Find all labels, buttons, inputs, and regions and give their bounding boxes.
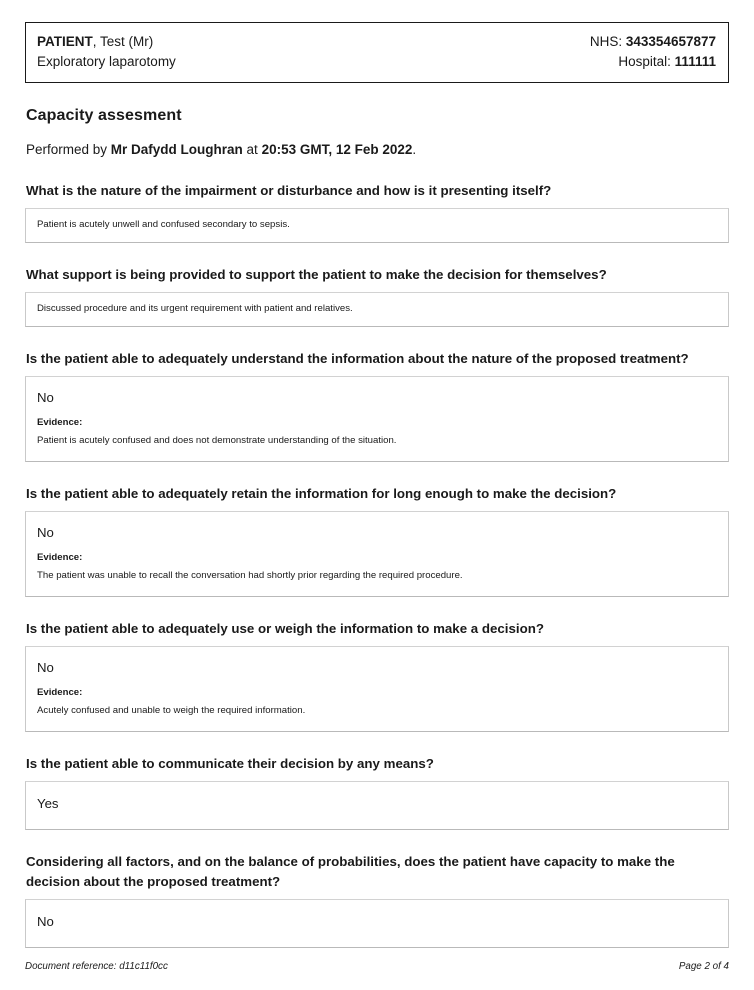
question-block (25, 754, 729, 830)
answer-value: No (37, 525, 54, 540)
performed-by-clinician: Mr Dafydd Loughran (110, 142, 243, 157)
hospital-number-value: 111111 (674, 54, 716, 69)
answer-field[interactable] (25, 376, 729, 462)
patient-name-rest: , Test (Mr) (92, 34, 154, 49)
patient-name-label: PATIENT (37, 34, 93, 49)
evidence-value: Patient is acutely confused and does not demonstrate understanding of the situation. (37, 435, 397, 446)
hospital-number-line (590, 52, 716, 72)
answer-field[interactable] (25, 899, 729, 948)
patient-procedure: Exploratory laparotomy (37, 54, 176, 69)
answer-value: No (37, 914, 54, 929)
performed-suffix: . (412, 142, 417, 157)
answer-value: Discussed procedure and its urgent requirement with patient and relatives. (37, 303, 353, 314)
nhs-number-line (590, 32, 716, 52)
question-block (25, 484, 729, 597)
patient-identifiers (590, 32, 716, 72)
evidence-label: Evidence: (37, 417, 83, 428)
page-title: Capacity assesment (26, 107, 182, 124)
evidence-label: Evidence: (37, 552, 83, 563)
answer-value: Yes (37, 796, 59, 811)
question-label: Is the patient able to adequately retain the information for long enough to make the decision? (26, 486, 617, 501)
performed-mid: at (242, 142, 262, 157)
question-label: Is the patient able to adequately understand the information about the nature of the proposed treatment? (26, 351, 689, 366)
question-label: What is the nature of the impairment or disturbance and how is it presenting itself? (26, 183, 552, 198)
performed-timestamp: 20:53 GMT, 12 Feb 2022 (261, 142, 413, 157)
question-label: Is the patient able to communicate their decision by any means? (26, 756, 434, 771)
answer-value: No (37, 390, 54, 405)
question-label: Considering all factors, and on the balance of probabilities, does the patient have capacity to make the decision about the proposed treatment? (26, 854, 675, 889)
answer-field[interactable] (25, 292, 729, 327)
question-block (25, 349, 729, 462)
answer-field[interactable] (25, 511, 729, 597)
answer-value: Patient is acutely unwell and confused secondary to sepsis. (37, 219, 290, 230)
nhs-label: NHS: (589, 34, 626, 49)
nhs-number-value: 343354657877 (625, 34, 716, 49)
question-block (25, 619, 729, 732)
patient-identity (37, 32, 176, 72)
question-block (25, 181, 729, 243)
document-reference: Document reference: d11c11f0cc (25, 961, 168, 972)
page-footer (25, 961, 729, 972)
patient-name-line (37, 32, 176, 52)
question-label: Is the patient able to adequately use or weigh the information to make a decision? (26, 621, 544, 636)
page-number: Page 2 of 4 (678, 961, 729, 972)
evidence-value: Acutely confused and unable to weigh the required information. (37, 705, 306, 716)
evidence-value: The patient was unable to recall the conversation had shortly prior regarding the required procedure. (37, 570, 463, 581)
answer-field[interactable] (25, 646, 729, 732)
question-label: What support is being provided to support the patient to make the decision for themselves? (26, 267, 607, 282)
performed-prefix: Performed by (26, 142, 111, 157)
answer-field[interactable] (25, 208, 729, 243)
evidence-label: Evidence: (37, 687, 83, 698)
question-block (25, 852, 729, 948)
performed-by-line (26, 141, 729, 159)
answer-field[interactable] (25, 781, 729, 830)
hospital-label: Hospital: (618, 54, 675, 69)
patient-header-banner (25, 22, 729, 83)
answer-value: No (37, 660, 54, 675)
question-block (25, 265, 729, 327)
